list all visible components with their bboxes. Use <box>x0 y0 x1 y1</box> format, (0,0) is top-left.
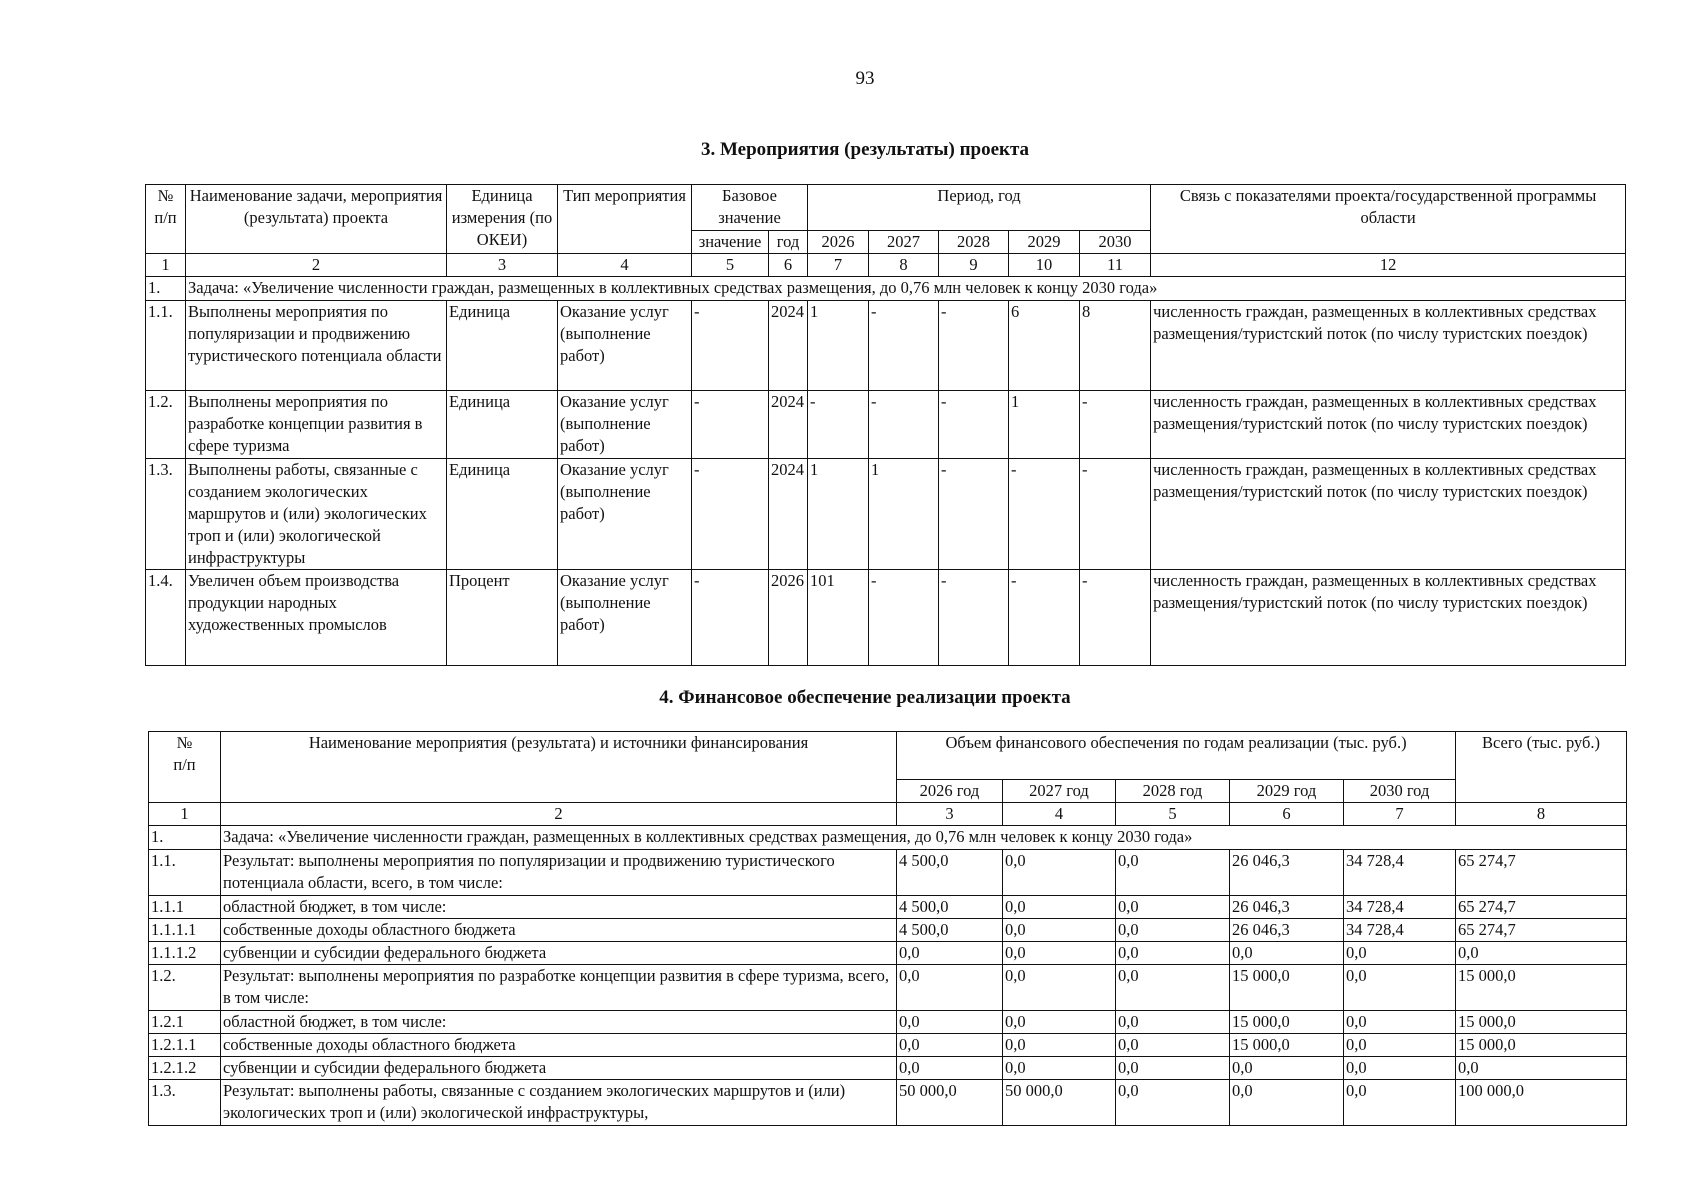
row-year-amount: 0,0 <box>1116 965 1230 1011</box>
row-year-value: 101 <box>808 570 869 666</box>
row-year-amount: 26 046,3 <box>1230 919 1344 942</box>
row-year-value: - <box>939 301 1009 391</box>
row-year-amount: 0,0 <box>1116 919 1230 942</box>
row-year-amount: 0,0 <box>1116 850 1230 896</box>
row-year-amount: 0,0 <box>1344 1011 1456 1034</box>
header-link: Связь с показателями проекта/государственной программы области <box>1151 185 1626 254</box>
row-year-amount: 0,0 <box>897 965 1003 1011</box>
row-name: областной бюджет, в том числе: <box>221 1011 897 1034</box>
header-base: Базовое значение <box>692 185 808 231</box>
column-number: 5 <box>1116 803 1230 826</box>
row-total: 0,0 <box>1456 942 1627 965</box>
column-number: 9 <box>939 254 1009 277</box>
row-number: 1.3. <box>146 459 186 570</box>
header-num: № п/п <box>149 732 221 803</box>
row-link: численность граждан, размещенных в коллективных средствах размещения/туристский поток (по числу туристских поездок) <box>1151 459 1626 570</box>
row-name: субвенции и субсидии федерального бюджета <box>221 942 897 965</box>
row-name: Выполнены работы, связанные с созданием экологических маршрутов и (или) экологических троп и (или) экологической инфраструктуры <box>186 459 447 570</box>
row-base-year: 2024 <box>769 301 808 391</box>
column-number: 5 <box>692 254 769 277</box>
row-year-amount: 0,0 <box>1116 1080 1230 1126</box>
row-year-amount: 0,0 <box>1344 1057 1456 1080</box>
page-number: 93 <box>855 68 875 89</box>
row-year-value: 8 <box>1080 301 1151 391</box>
header-base-year: год <box>769 231 808 254</box>
row-year-amount: 0,0 <box>1003 850 1116 896</box>
header-unit: Единица измерения (по ОКЕИ) <box>447 185 558 254</box>
column-number: 4 <box>1003 803 1116 826</box>
column-number: 2 <box>221 803 897 826</box>
row-year-amount: 0,0 <box>1003 919 1116 942</box>
row-year-amount: 26 046,3 <box>1230 896 1344 919</box>
row-year-amount: 50 000,0 <box>1003 1080 1116 1126</box>
row-name: субвенции и субсидии федерального бюджета <box>221 1057 897 1080</box>
table-row <box>149 850 1627 896</box>
row-year-value: - <box>1080 459 1151 570</box>
row-year-amount: 15 000,0 <box>1230 965 1344 1011</box>
row-total: 0,0 <box>1456 1057 1627 1080</box>
header-year: 2030 <box>1080 231 1151 254</box>
task-number: 1. <box>149 826 221 850</box>
row-year-value: - <box>869 301 939 391</box>
task-text: Задача: «Увеличение численности граждан, размещенных в коллективных средствах размещения, до 0,76 млн человек к концу 2030 года» <box>186 277 1626 301</box>
row-year-amount: 0,0 <box>1230 942 1344 965</box>
header-type: Тип мероприятия <box>558 185 692 254</box>
row-year-value: - <box>869 391 939 459</box>
row-base-value: - <box>692 301 769 391</box>
row-base-year: 2024 <box>769 459 808 570</box>
row-name: Выполнены мероприятия по популяризации и продвижению туристического потенциала области <box>186 301 447 391</box>
table-row <box>149 919 1627 942</box>
row-base-year: 2026 <box>769 570 808 666</box>
row-year-value: - <box>939 459 1009 570</box>
table-row <box>149 965 1627 1011</box>
header-year: 2027 <box>869 231 939 254</box>
header-year: 2030 год <box>1344 780 1456 803</box>
row-year-amount: 0,0 <box>1003 942 1116 965</box>
row-year-amount: 34 728,4 <box>1344 850 1456 896</box>
section-3-title: 3. Мероприятия (результаты) проекта <box>700 139 1030 160</box>
table-row <box>149 896 1627 919</box>
row-year-amount: 0,0 <box>1003 1011 1116 1034</box>
row-number: 1.2.1.1 <box>149 1034 221 1057</box>
row-year-amount: 0,0 <box>1116 1011 1230 1034</box>
column-number: 8 <box>1456 803 1627 826</box>
row-unit: Единица <box>447 459 558 570</box>
row-number: 1.1.1.2 <box>149 942 221 965</box>
header-year: 2028 <box>939 231 1009 254</box>
row-number: 1.3. <box>149 1080 221 1126</box>
header-volume: Объем финансового обеспечения по годам реализации (тыс. руб.) <box>897 732 1456 780</box>
column-number: 3 <box>897 803 1003 826</box>
table-row <box>149 1080 1627 1126</box>
row-year-amount: 0,0 <box>1116 1057 1230 1080</box>
row-year-amount: 0,0 <box>1230 1057 1344 1080</box>
row-name: Результат: выполнены работы, связанные с созданием экологических маршрутов и (или) экологических троп и (или) экологической инфраструктуры, <box>221 1080 897 1126</box>
table-row <box>149 1011 1627 1034</box>
row-link: численность граждан, размещенных в коллективных средствах размещения/туристский поток (по числу туристских поездок) <box>1151 391 1626 459</box>
table-row <box>149 1034 1627 1057</box>
row-year-amount: 0,0 <box>1344 1080 1456 1126</box>
column-number: 12 <box>1151 254 1626 277</box>
row-year-amount: 0,0 <box>1116 896 1230 919</box>
row-year-amount: 4 500,0 <box>897 850 1003 896</box>
row-number: 1.2. <box>146 391 186 459</box>
row-year-amount: 4 500,0 <box>897 896 1003 919</box>
header-year: 2026 год <box>897 780 1003 803</box>
header-year: 2029 <box>1009 231 1080 254</box>
row-year-amount: 0,0 <box>1344 1034 1456 1057</box>
header-name: Наименование мероприятия (результата) и источники финансирования <box>221 732 897 803</box>
column-number: 1 <box>149 803 221 826</box>
row-year-amount: 34 728,4 <box>1344 896 1456 919</box>
row-unit: Единица <box>447 391 558 459</box>
row-number: 1.1. <box>146 301 186 391</box>
row-name: Увеличен объем производства продукции народных художественных промыслов <box>186 570 447 666</box>
row-total: 65 274,7 <box>1456 919 1627 942</box>
row-year-amount: 0,0 <box>1003 1034 1116 1057</box>
row-number: 1.2. <box>149 965 221 1011</box>
row-total: 15 000,0 <box>1456 965 1627 1011</box>
column-number: 7 <box>1344 803 1456 826</box>
row-year-value: - <box>808 391 869 459</box>
row-unit: Процент <box>447 570 558 666</box>
header-year: 2028 год <box>1116 780 1230 803</box>
row-year-amount: 15 000,0 <box>1230 1034 1344 1057</box>
row-year-value: - <box>1080 570 1151 666</box>
row-name: собственные доходы областного бюджета <box>221 919 897 942</box>
row-year-amount: 0,0 <box>897 1011 1003 1034</box>
column-number: 10 <box>1009 254 1080 277</box>
row-year-amount: 0,0 <box>897 1057 1003 1080</box>
row-year-value: 1 <box>1009 391 1080 459</box>
column-number: 4 <box>558 254 692 277</box>
row-number: 1.1.1.1 <box>149 919 221 942</box>
row-year-amount: 0,0 <box>1003 1057 1116 1080</box>
column-number: 6 <box>769 254 808 277</box>
header-num: № п/п <box>146 185 186 254</box>
row-base-value: - <box>692 391 769 459</box>
row-total: 65 274,7 <box>1456 850 1627 896</box>
header-year: 2026 <box>808 231 869 254</box>
row-year-value: - <box>869 570 939 666</box>
row-year-amount: 4 500,0 <box>897 919 1003 942</box>
row-name: Результат: выполнены мероприятия по популяризации и продвижению туристического потенциала области, всего, в том числе: <box>221 850 897 896</box>
row-number: 1.1. <box>149 850 221 896</box>
row-base-value: - <box>692 570 769 666</box>
row-total: 65 274,7 <box>1456 896 1627 919</box>
row-name: Результат: выполнены мероприятия по разработке концепции развития в сфере туризма, всего, в том числе: <box>221 965 897 1011</box>
row-year-amount: 0,0 <box>1344 965 1456 1011</box>
table-row <box>149 942 1627 965</box>
row-year-value: - <box>1009 570 1080 666</box>
header-total: Всего (тыс. руб.) <box>1456 732 1627 803</box>
row-year-amount: 15 000,0 <box>1230 1011 1344 1034</box>
activities-table <box>145 184 1626 666</box>
column-number: 2 <box>186 254 447 277</box>
finance-table <box>148 731 1627 1126</box>
row-year-value: 1 <box>869 459 939 570</box>
row-base-year: 2024 <box>769 391 808 459</box>
row-number: 1.4. <box>146 570 186 666</box>
row-type: Оказание услуг (выполнение работ) <box>558 301 692 391</box>
row-year-value: - <box>1080 391 1151 459</box>
row-year-amount: 0,0 <box>1344 942 1456 965</box>
row-year-amount: 0,0 <box>1116 942 1230 965</box>
table-row <box>146 301 1626 391</box>
row-year-value: 6 <box>1009 301 1080 391</box>
table-row <box>146 459 1626 570</box>
row-year-amount: 0,0 <box>1003 965 1116 1011</box>
row-year-value: - <box>1009 459 1080 570</box>
row-number: 1.1.1 <box>149 896 221 919</box>
header-year: 2027 год <box>1003 780 1116 803</box>
row-number: 1.2.1.2 <box>149 1057 221 1080</box>
task-text: Задача: «Увеличение численности граждан, размещенных в коллективных средствах размещения, до 0,76 млн человек к концу 2030 года» <box>221 826 1627 850</box>
row-year-amount: 50 000,0 <box>897 1080 1003 1126</box>
row-year-amount: 0,0 <box>1116 1034 1230 1057</box>
row-type: Оказание услуг (выполнение работ) <box>558 570 692 666</box>
column-number: 11 <box>1080 254 1151 277</box>
row-year-value: - <box>939 570 1009 666</box>
row-type: Оказание услуг (выполнение работ) <box>558 391 692 459</box>
row-year-value: - <box>939 391 1009 459</box>
row-unit: Единица <box>447 301 558 391</box>
row-type: Оказание услуг (выполнение работ) <box>558 459 692 570</box>
row-year-value: 1 <box>808 459 869 570</box>
row-name: областной бюджет, в том числе: <box>221 896 897 919</box>
column-number: 7 <box>808 254 869 277</box>
row-year-amount: 0,0 <box>1230 1080 1344 1126</box>
header-base-value: значение <box>692 231 769 254</box>
row-link: численность граждан, размещенных в коллективных средствах размещения/туристский поток (по числу туристских поездок) <box>1151 570 1626 666</box>
row-total: 15 000,0 <box>1456 1011 1627 1034</box>
row-total: 15 000,0 <box>1456 1034 1627 1057</box>
column-number: 3 <box>447 254 558 277</box>
header-name: Наименование задачи, мероприятия (результата) проекта <box>186 185 447 254</box>
row-link: численность граждан, размещенных в коллективных средствах размещения/туристский поток (по числу туристских поездок) <box>1151 301 1626 391</box>
column-number: 6 <box>1230 803 1344 826</box>
header-period: Период, год <box>808 185 1151 231</box>
row-year-amount: 0,0 <box>1003 896 1116 919</box>
column-number: 8 <box>869 254 939 277</box>
table-row <box>146 391 1626 459</box>
table-row <box>146 570 1626 666</box>
row-year-amount: 0,0 <box>897 942 1003 965</box>
row-year-amount: 34 728,4 <box>1344 919 1456 942</box>
row-total: 100 000,0 <box>1456 1080 1627 1126</box>
row-number: 1.2.1 <box>149 1011 221 1034</box>
header-year: 2029 год <box>1230 780 1344 803</box>
row-name: Выполнены мероприятия по разработке концепции развития в сфере туризма <box>186 391 447 459</box>
section-4-title: 4. Финансовое обеспечение реализации проекта <box>659 687 1071 708</box>
row-year-amount: 0,0 <box>897 1034 1003 1057</box>
column-number: 1 <box>146 254 186 277</box>
row-year-value: 1 <box>808 301 869 391</box>
row-name: собственные доходы областного бюджета <box>221 1034 897 1057</box>
row-year-amount: 26 046,3 <box>1230 850 1344 896</box>
task-number: 1. <box>146 277 186 301</box>
table-row <box>149 1057 1627 1080</box>
row-base-value: - <box>692 459 769 570</box>
